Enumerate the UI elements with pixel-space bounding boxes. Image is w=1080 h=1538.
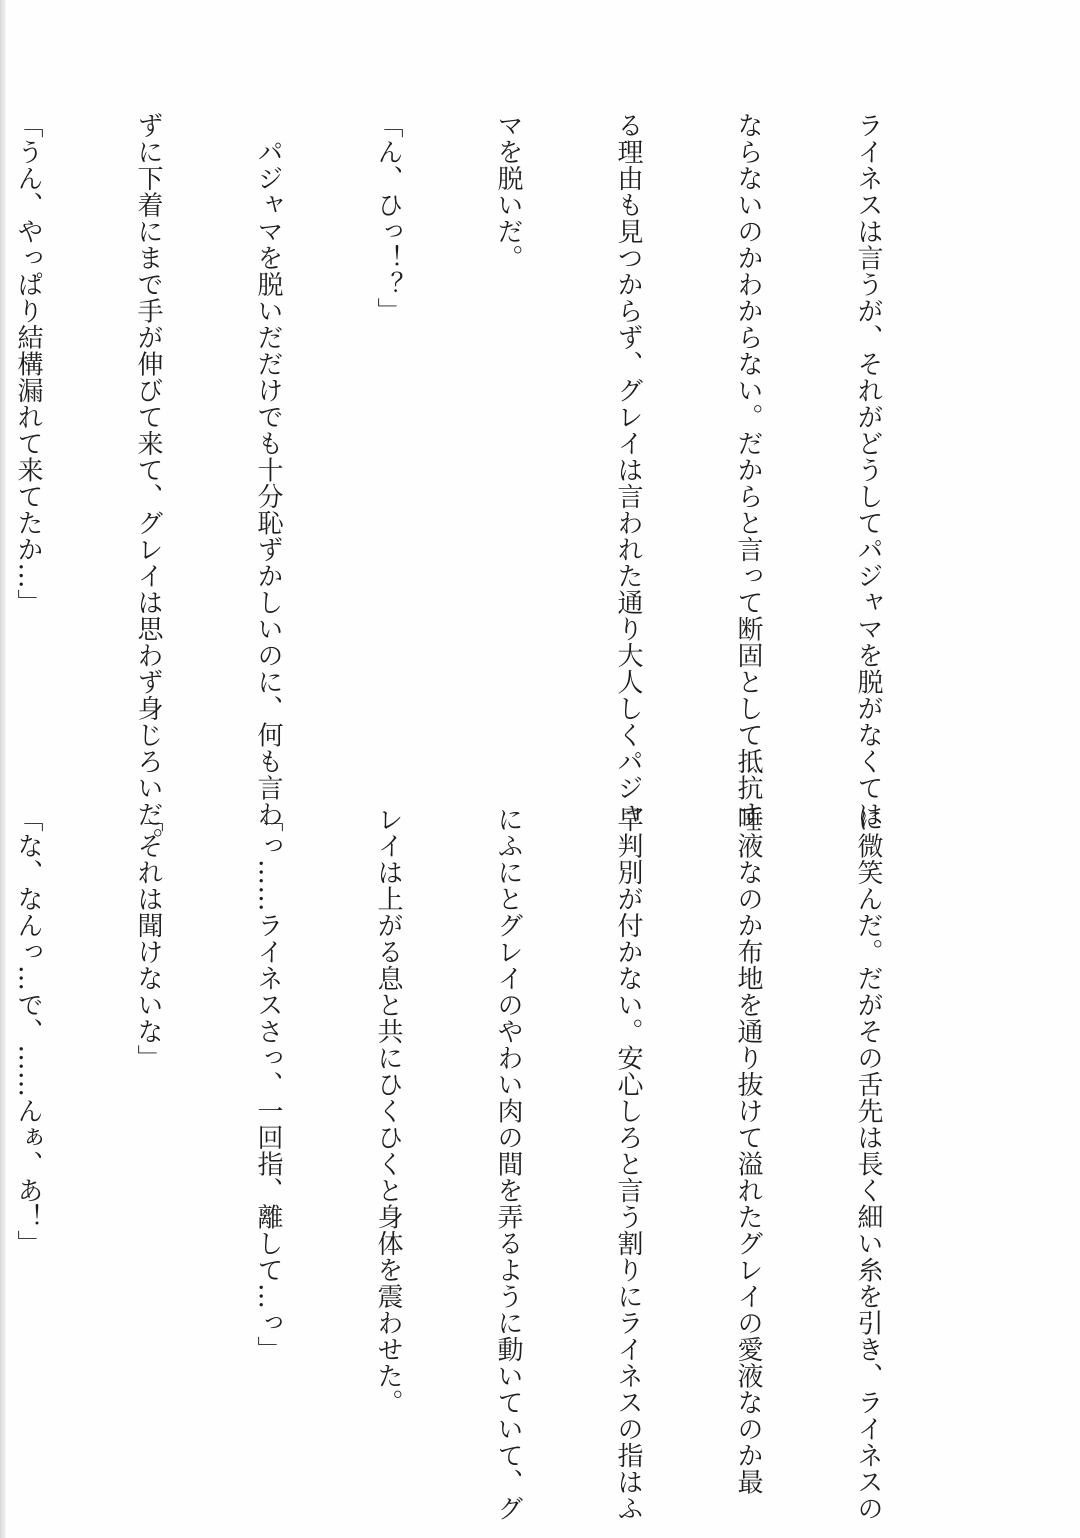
dialogue-line: 「うん、やっぱり結構漏れて来てたか…」 (13, 112, 43, 616)
text-line: パジャマを脱いだだけでも十分恥ずかしいのに、何も言わ (253, 112, 283, 828)
dialogue-line: 「それは聞けないな」 (133, 806, 163, 1071)
text-line: マを脱いだ。 (493, 112, 523, 271)
dialogue-line: 「ん、ひっ！？」 (373, 112, 403, 324)
text-line: にふにとグレイのやわい肉の間を弄るように動いていて、グ (493, 806, 523, 1522)
text-line: ならないのかわからない。だからと言って断固として抵抗す (733, 112, 763, 828)
text-block-bottom (0, 806, 968, 1522)
text-line: 早判別が付かない。安心しろと言う割りにライネスの指はふ (613, 806, 643, 1522)
text-block-top (0, 112, 968, 854)
dialogue-line: 「っ……ライネスさっ、一回指、離して…っ」 (253, 806, 283, 1363)
dialogue-line: 「な、なんっ…で、……んぁ、あ！」 (13, 806, 43, 1257)
text-line: る理由も見つからず、グレイは言われた通り大人しくパジャ (613, 112, 643, 828)
text-line: ライネスは言うが、それがどうしてパジャマを脱がなくては (853, 112, 883, 828)
text-line: レイは上がる息と共にひくひくと身体を震わせた。 (373, 806, 403, 1416)
text-line: 唾液なのか布地を通り抜けて溢れたグレイの愛液なのか最 (733, 806, 763, 1495)
text-line: に微笑んだ。だがその舌先は長く細い糸を引き、ライネスの (853, 806, 883, 1522)
text-line: ずに下着にまで手が伸びて来て、グレイは思わず身じろいだ。 (133, 112, 163, 854)
